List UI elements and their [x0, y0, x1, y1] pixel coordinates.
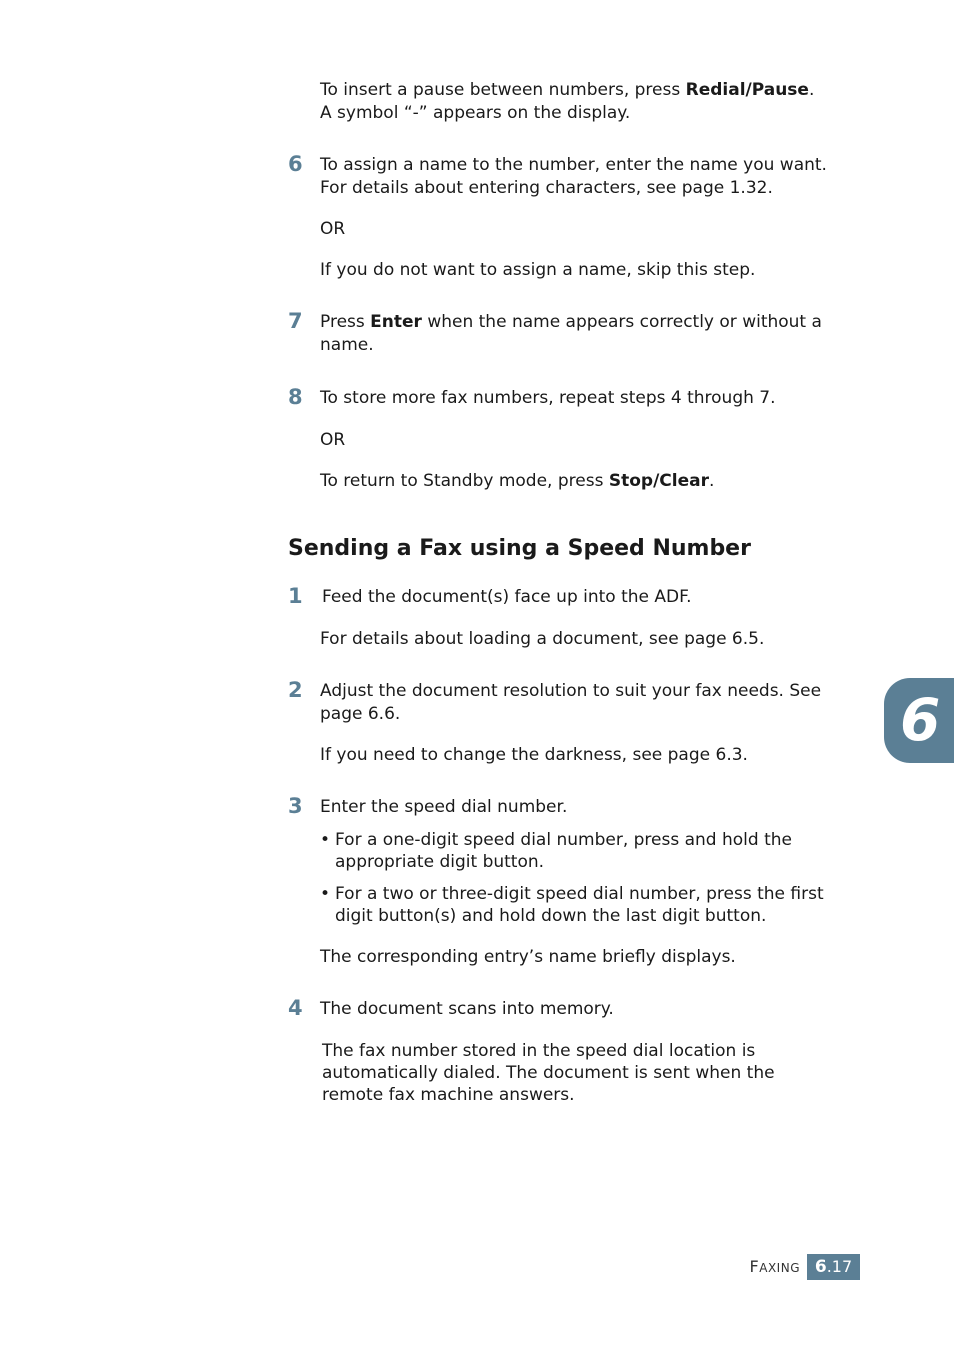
page-number	[807, 1254, 860, 1280]
pause-instruction	[320, 79, 860, 125]
step-number-8: 8	[288, 385, 303, 409]
bullet-one-digit-text: For a one-digit speed dial number, press and hold the appropriate digit button.	[335, 830, 792, 872]
step-7-text	[320, 311, 860, 357]
footer-label-initial: F	[749, 1257, 760, 1276]
section-step-1-note: For details about loading a document, see page 6.5.	[320, 629, 765, 649]
step-7-post: when the name appears correctly or without a name.	[320, 312, 822, 355]
step-7-pre: Press	[320, 312, 371, 332]
step-8-alt	[320, 470, 860, 493]
step-6-or: OR	[320, 219, 346, 239]
step-6-line2: For details about entering characters, see page 1.32.	[320, 178, 773, 198]
step-8-or: OR	[320, 430, 346, 450]
bullet-multi-digit-text: For a two or three-digit speed dial number, press the first digit button(s) and hold down the last digit button.	[335, 884, 824, 926]
chapter-tab-number: 6	[900, 686, 941, 754]
section-step-2-note: If you need to change the darkness, see page 6.3.	[320, 745, 748, 765]
step-6-alt: If you do not want to assign a name, skip this step.	[320, 260, 756, 280]
step-6-line1: To assign a name to the number, enter the name you want.	[320, 155, 827, 175]
step-8-alt-post: .	[708, 471, 715, 491]
step-8-text: To store more fax numbers, repeat steps 4 through 7.	[320, 388, 776, 408]
section-step-number-4: 4	[288, 996, 303, 1020]
page-suffix: .17	[826, 1257, 853, 1276]
section-step-number-1: 1	[288, 584, 303, 608]
step-6-text	[320, 154, 860, 200]
section-step-3-text: Enter the speed dial number.	[320, 797, 568, 817]
pause-text: To insert a pause between numbers, press	[320, 80, 686, 100]
section-step-4-note: The fax number stored in the speed dial location is automatically dialed. The document is sent when the remote fax machine answers.	[322, 1041, 775, 1105]
section-step-4-text: The document scans into memory.	[320, 999, 614, 1019]
bullet-dot: •	[320, 830, 331, 850]
chapter-tab	[884, 678, 954, 763]
footer-section-label	[700, 1256, 800, 1279]
pause-period: .	[808, 80, 815, 100]
section-step-3-note: The corresponding entry’s name briefly displays.	[320, 947, 736, 967]
section-step-2-text: Adjust the document resolution to suit your fax needs. See page 6.6.	[320, 681, 822, 724]
stop-clear-key: Stop/Clear	[608, 471, 709, 491]
section-step-number-2: 2	[288, 678, 303, 702]
section-heading: Sending a Fax using a Speed Number	[288, 536, 751, 561]
section-step-1-text: Feed the document(s) face up into the ADF.	[322, 587, 692, 607]
step-number-6: 6	[288, 152, 303, 176]
section-step-number-3: 3	[288, 794, 303, 818]
page-chapter: 6	[814, 1257, 827, 1277]
step-8-alt-pre: To return to Standby mode, press	[320, 471, 609, 491]
bullet-dot: •	[320, 884, 331, 904]
pause-symbol-note: A symbol “-” appears on the display.	[320, 103, 631, 123]
step-number-7: 7	[288, 309, 303, 333]
footer-label-rest: AXING	[759, 1261, 800, 1275]
enter-key: Enter	[370, 312, 422, 332]
redial-pause-key: Redial/Pause	[685, 80, 809, 100]
